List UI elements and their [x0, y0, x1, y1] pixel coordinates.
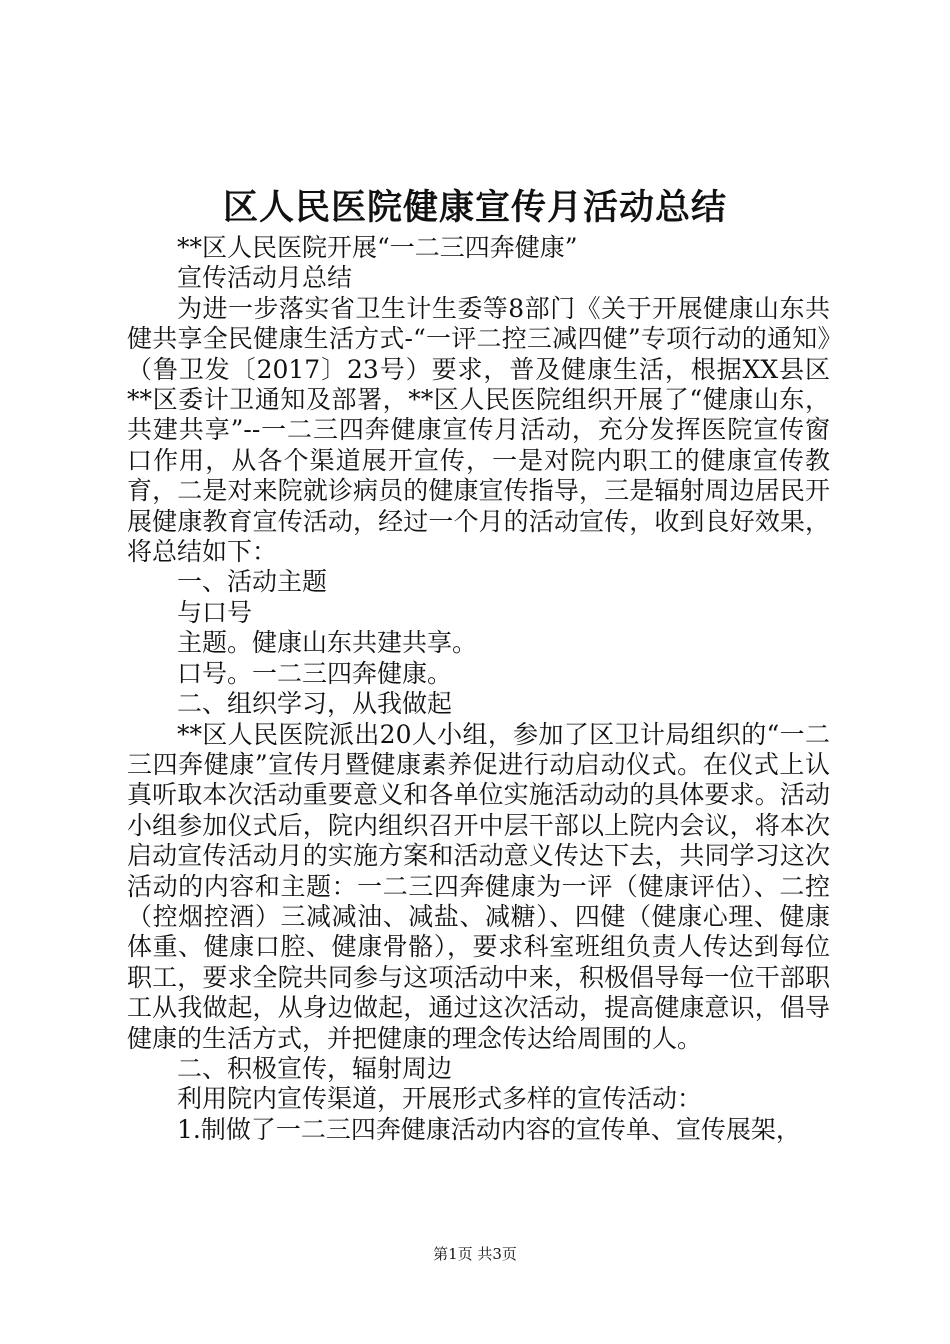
paragraph: 1.制做了一二三四奔健康活动内容的宣传单、宣传展架，	[177, 1114, 801, 1144]
paragraph: **区人民医院派出20人小组，参加了区卫计局组织的“一二三四奔健康”宣传月暨健康素养促进行动启动仪式。在仪式上认真听取本次活动重要意义和各单位实施活动动的具体要求。活动小组参加仪式后，院内组织召开中层干部以上院内会议，将本次启动宣传活动月的实施方案和活动意义传达下去，共同学习这次活动的内容和主题：一二三四奔健康为一评（健康评估）、二控（控烟控酒）三减减油、减盐、减糖）、四健（健康心理、健康体重、健康口腔、健康骨骼），要求科室班组负责人传达到每位职工，要求全院共同参与这项活动中来，积极倡导每一位干部职工从我做起，从身边做起，通过这次活动，提高健康意识，倡导健康的生活方式，并把健康的理念传达给周围的人。	[127, 719, 830, 1053]
paragraph: 一、活动主题	[177, 567, 328, 597]
paragraph: 宣传活动月总结	[177, 263, 353, 293]
page-footer: 第1页 共3页	[433, 1245, 517, 1263]
paragraph: 为进一步落实省卫生计生委等8部门《关于开展健康山东共健共享全民健康生活方式-“一评二控三减四健”专项行动的通知》（鲁卫发〔2017〕23号）要求，普及健康生活，根据XX县区**区委计卫通知及部署，**区人民医院组织开展了“健康山东，共建共享”--一二三四奔健康宣传月活动，充分发挥医院宣传窗口作用，从各个渠道展开宣传，一是对院内职工的健康宣传教育，二是对来院就诊病员的健康宣传指导，三是辐射周边居民开展健康教育宣传活动，经过一个月的活动宣传，收到良好效果，将总结如下：	[127, 293, 830, 567]
paragraph: 与口号	[177, 597, 253, 627]
document-title: 区人民医院健康宣传月活动总结	[222, 188, 727, 228]
paragraph: 主题。健康山东共建共享。	[177, 628, 478, 658]
paragraph: 二、积极宣传，辐射周边	[177, 1053, 453, 1083]
paragraph: 口号。一二三四奔健康。	[177, 658, 453, 688]
paragraph: 二、组织学习，从我做起	[177, 689, 453, 719]
document-body	[127, 233, 830, 1145]
paragraph: 利用院内宣传渠道，开展形式多样的宣传活动：	[177, 1084, 703, 1114]
paragraph: **区人民医院开展“一二三四奔健康”	[177, 233, 578, 262]
